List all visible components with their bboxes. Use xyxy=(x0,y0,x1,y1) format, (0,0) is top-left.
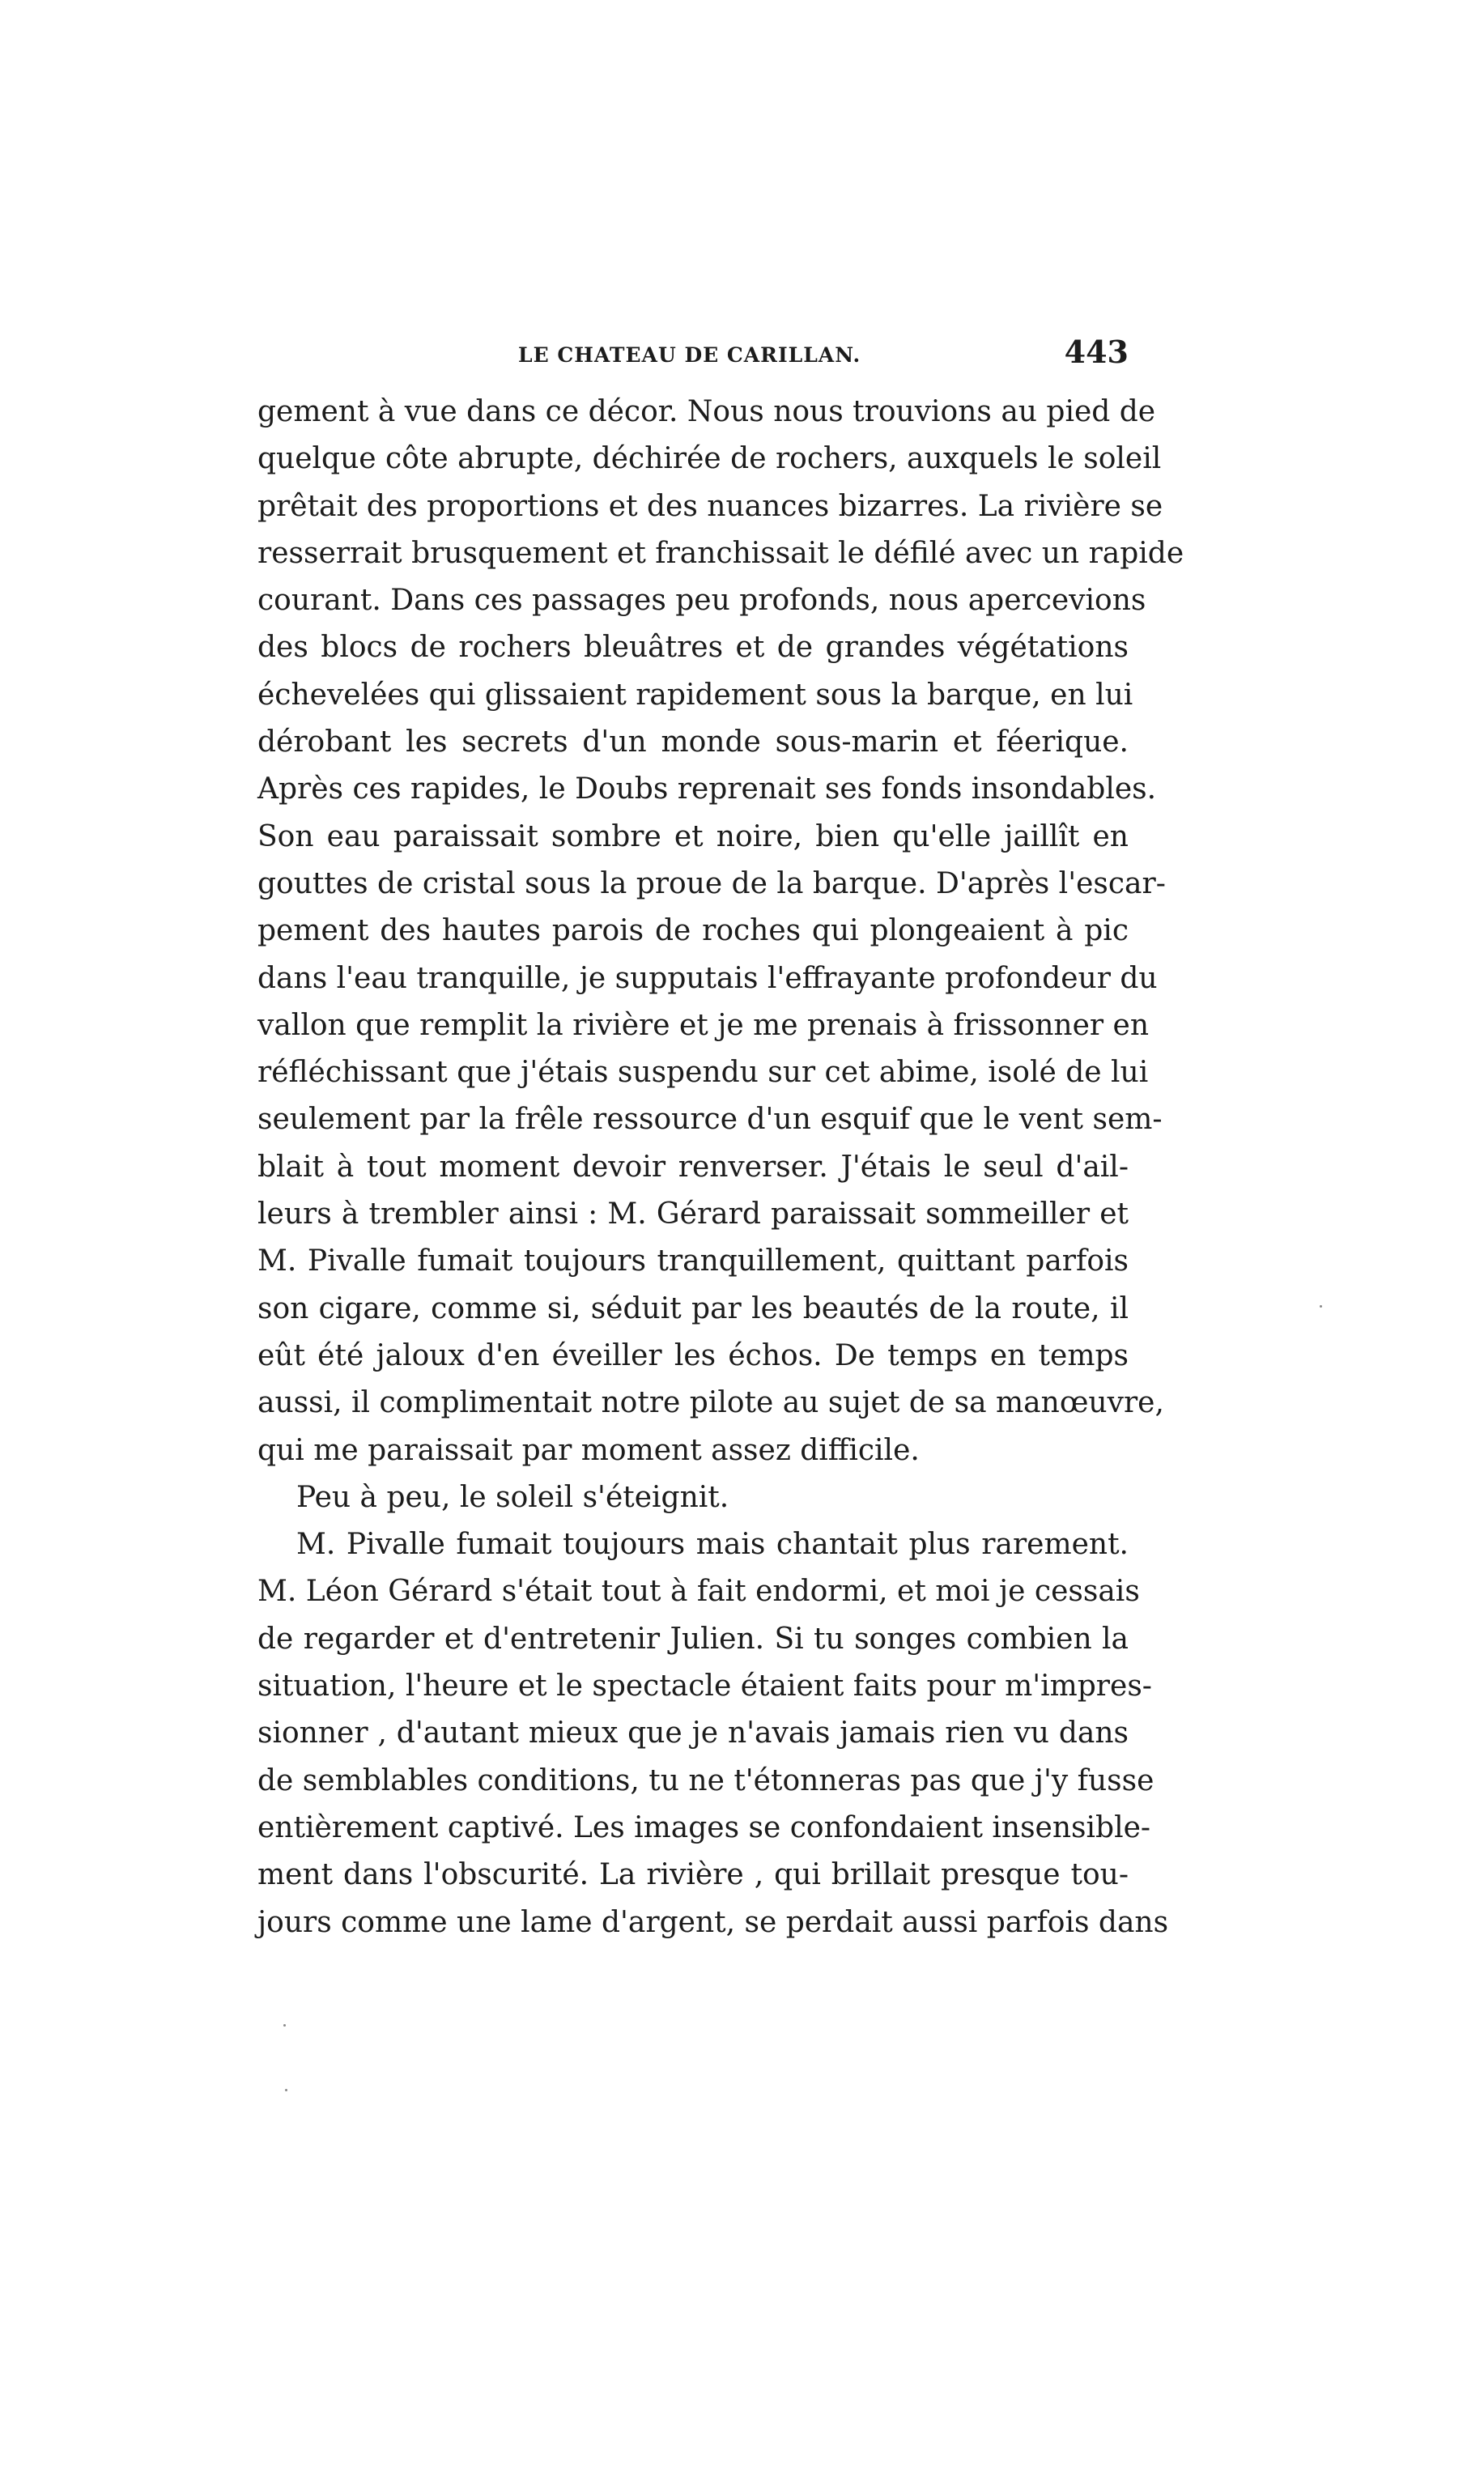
body-text xyxy=(257,389,1184,1946)
text-line: de regarder et d'entretenir Julien. Si tu songes combien la xyxy=(257,1622,1129,1656)
text-line: des blocs de rochers bleuâtres et de grandes végétations xyxy=(257,631,1129,665)
text-line: ment dans l'obscurité. La rivière , qui brillait presque tou- xyxy=(257,1858,1129,1892)
text-line: réfléchissant que j'étais suspendu sur cet abime, isolé de lui xyxy=(257,1056,1149,1090)
text-line: Après ces rapides, le Doubs reprenait ses fonds insondables. xyxy=(257,772,1157,806)
text-line: entièrement captivé. Les images se confondaient insensible- xyxy=(257,1810,1151,1844)
text-line: aussi, il complimentait notre pilote au sujet de sa manœuvre, xyxy=(257,1386,1164,1420)
text-line: M. Pivalle fumait toujours mais chantait plus rarement. xyxy=(296,1528,1129,1562)
text-line: jours comme une lame d'argent, se perdait aussi parfois dans xyxy=(257,1905,1169,1939)
text-line: dans l'eau tranquille, je supputais l'effrayante profondeur du xyxy=(257,961,1158,995)
paper-speck xyxy=(283,2024,286,2027)
text-line: M. Pivalle fumait toujours tranquillement, quittant parfois xyxy=(257,1244,1129,1278)
text-line: courant. Dans ces passages peu profonds, nous apercevions xyxy=(257,584,1146,618)
paper-speck xyxy=(1320,1305,1322,1308)
text-line: situation, l'heure et le spectacle étaient faits pour m'impres- xyxy=(257,1669,1152,1704)
text-line: vallon que remplit la rivière et je me prenais à frissonner en xyxy=(257,1008,1150,1042)
text-line: échevelées qui glissaient rapidement sous la barque, en lui xyxy=(257,678,1133,712)
text-line: resserrait brusquement et franchissait le défilé avec un rapide xyxy=(257,536,1184,570)
text-line: eût été jaloux d'en éveiller les échos. De temps en temps xyxy=(257,1338,1129,1372)
text-line: blait à tout moment devoir renverser. J'étais le seul d'ail- xyxy=(257,1150,1129,1184)
text-line: Peu à peu, le soleil s'éteignit. xyxy=(296,1480,729,1514)
text-line: pement des hautes parois de roches qui plongeaient à pic xyxy=(257,914,1129,948)
text-line: dérobant les secrets d'un monde sous-marin et féerique. xyxy=(257,725,1129,759)
text-line: sionner , d'autant mieux que je n'avais jamais rien vu dans xyxy=(257,1716,1129,1750)
text-line: gouttes de cristal sous la proue de la barque. D'après l'escar- xyxy=(257,866,1166,900)
text-line: Son eau paraissait sombre et noire, bien qu'elle jaillît en xyxy=(257,819,1129,853)
text-line: prêtait des proportions et des nuances bizarres. La rivière se xyxy=(257,489,1163,523)
page-number: 443 xyxy=(1064,334,1129,370)
text-line: gement à vue dans ce décor. Nous nous trouvions au pied de xyxy=(257,395,1156,428)
running-title: LE CHATEAU DE CARILLAN. xyxy=(518,343,861,367)
text-line: M. Léon Gérard s'était tout à fait endormi, et moi je cessais xyxy=(257,1575,1140,1609)
text-line: quelque côte abrupte, déchirée de rochers, auxquels le soleil xyxy=(257,442,1162,476)
text-line: qui me paraissait par moment assez difficile. xyxy=(257,1433,920,1467)
text-line: de semblables conditions, tu ne t'étonneras pas que j'y fusse xyxy=(257,1763,1154,1797)
text-line: son cigare, comme si, séduit par les beautés de la route, il xyxy=(257,1291,1129,1325)
paper-speck xyxy=(285,2089,287,2091)
text-line: seulement par la frêle ressource d'un esquif que le vent sem- xyxy=(257,1103,1163,1137)
text-line: leurs à trembler ainsi : M. Gérard paraissait sommeiller et xyxy=(257,1197,1129,1231)
